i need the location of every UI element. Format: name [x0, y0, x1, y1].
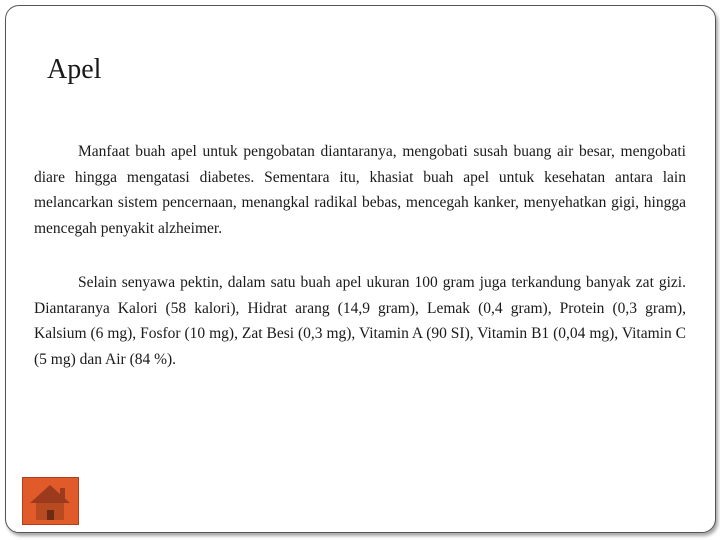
- paragraph-benefits: Manfaat buah apel untuk pengobatan diantaranya, mengobati susah buang air besar, mengobati diare hingga mengatasi diabetes. Sementara itu, khasiat buah apel untuk kesehatan antara lain melancarkan sistem pencernaan, menangkal radikal bebas, mencegah kanker, menyehatkan gigi, hingga mencegah penyakit alzheimer.: [34, 143, 686, 237]
- home-button[interactable]: [22, 477, 79, 525]
- paragraph-nutrition: Selain senyawa pektin, dalam satu buah apel ukuran 100 gram juga terkandung banyak zat gizi. Diantaranya Kalori (58 kalori), Hidrat arang (14,9 gram), Lemak (0,4 gram), Protein (0,3 gram), Kalsium (6 mg), Fosfor (10 mg), Zat Besi (0,3 mg), Vitamin A (90 SI), Vitamin B1 (0,04 mg), Vitamin C (5 mg) dan Air (84 %).: [34, 274, 686, 368]
- slide-title: Apel: [47, 54, 102, 85]
- slide-frame: [5, 5, 716, 533]
- home-icon: [23, 478, 78, 524]
